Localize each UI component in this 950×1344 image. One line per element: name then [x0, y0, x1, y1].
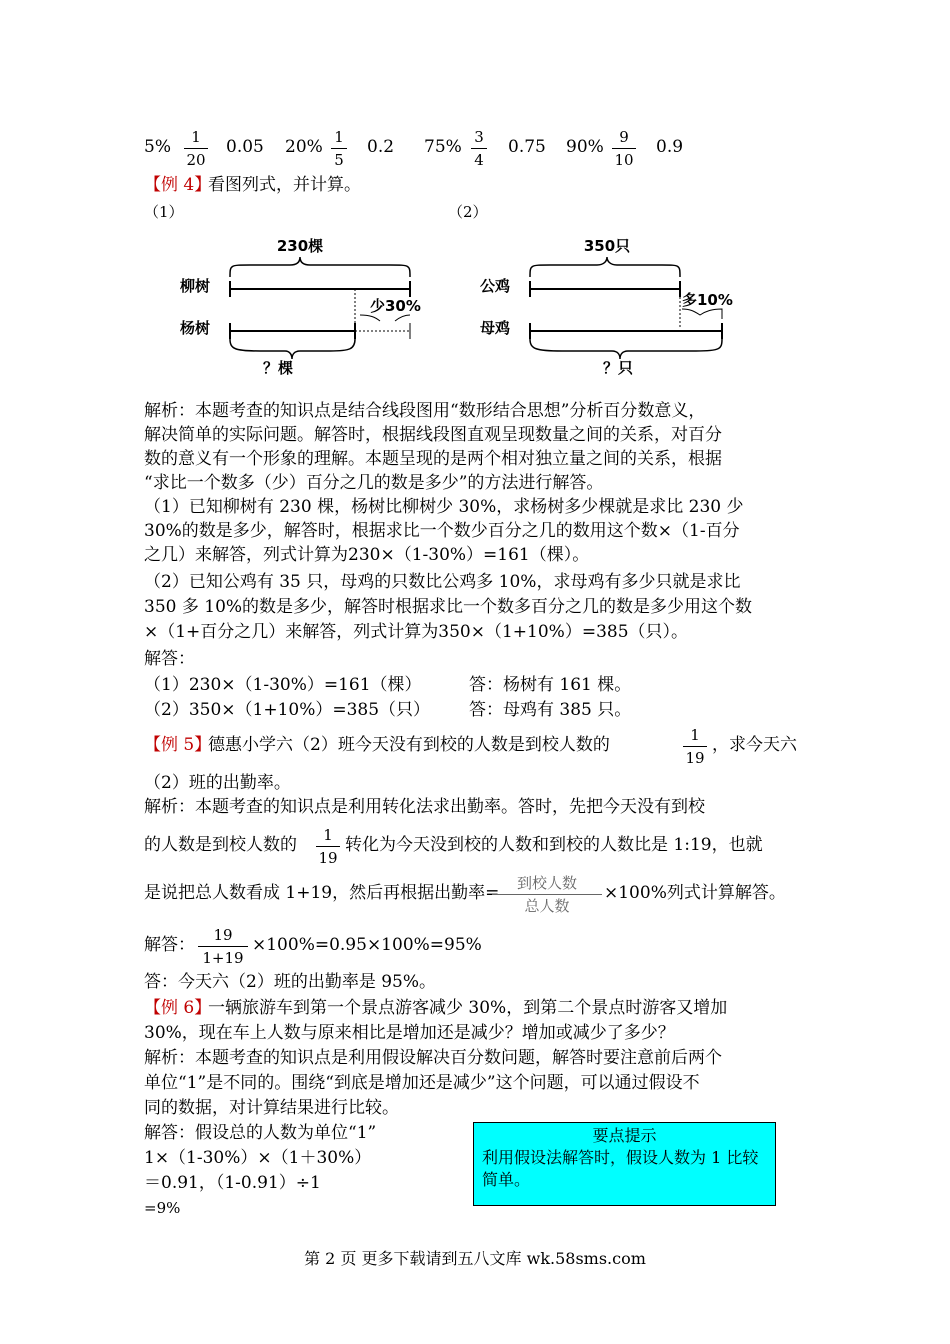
dec-075: 0.75: [508, 137, 546, 157]
ex4-line-10: 解答：: [144, 649, 195, 669]
pct-90: 90%: [566, 137, 604, 157]
ex6-line4: 单位“1”是不同的。围绕“到底是增加还是减少”这个问题，可以通过假设不: [144, 1073, 700, 1093]
d2-row2-label: 母鸡: [480, 319, 511, 337]
fraction-1-5: 1 5: [331, 128, 347, 169]
d2-row1-label: 公鸡: [480, 277, 511, 295]
dec-005: 0.05: [226, 137, 264, 157]
ex6-ans4: =9%: [144, 1199, 181, 1217]
ex4-line-1: 解决简单的实际问题。解答时，根据线段图直观呈现数量之间的关系，对百分: [144, 425, 722, 445]
fraction-3-4: 3 4: [471, 128, 487, 169]
d2-question-label: ？只: [602, 359, 634, 377]
ex5-fraction-attendance: 到校人数 总人数: [492, 874, 602, 915]
pct-20: 20%: [285, 137, 323, 157]
ex5-line4b: 转化为今天没到校的人数和到校的人数比是 1:19，也就: [345, 835, 763, 855]
d1-total-label: 230棵: [276, 237, 324, 255]
ex4-line-5: 30%的数是多少，解答时，根据求比一个数少百分之几的数用这个数×（1-百分: [144, 521, 740, 541]
d2-total-label: 350只: [583, 237, 631, 255]
ex6-ans3: ＝0.91，（1-0.91）÷1: [144, 1173, 321, 1193]
ex6-ans1: 解答：假设总的人数为单位“1”: [144, 1123, 377, 1143]
ex6-line1: 一辆旅游车到第一个景点游客减少 30%，到第二个景点时游客又增加: [208, 998, 728, 1018]
ex5-ans-label: 解答：: [144, 935, 195, 955]
dec-09: 0.9: [656, 137, 684, 157]
ex4-line-2: 数的意义有一个形象的理解。本题呈现的是两个相对独立量之间的关系，根据: [144, 449, 722, 469]
d2-bottom-brace: [530, 339, 722, 359]
d1-top-brace: [230, 257, 410, 277]
ex4-title: 看图列式，并计算。: [208, 175, 361, 195]
ex5-fraction-1-19-b: 1 19: [316, 826, 340, 867]
ex5-line5b: ×100%列式计算解答。: [604, 883, 786, 903]
ex4-tag: 【例 4】: [144, 175, 212, 195]
d1-bottom-brace: [230, 339, 355, 359]
ex5-line2: （2）班的出勤率。: [144, 773, 291, 793]
ex6-tag: 【例 6】: [144, 998, 212, 1018]
d2-top-brace: [530, 257, 680, 277]
diagram-willow-poplar: [170, 225, 430, 385]
ex5-ans-calc: ×100%=0.95×100%=95%: [252, 935, 482, 955]
ex6-line5: 同的数据，对计算结果进行比较。: [144, 1098, 399, 1118]
ex5-line5a: 是说把总人数看成 1+19，然后再根据出勤率=: [144, 883, 500, 903]
d1-row2-label: 杨树: [180, 319, 211, 337]
ex4-line-6: 之几）来解答，列式计算为230×（1-30%）=161（棵）。: [144, 545, 590, 565]
ex4-ans1-calc: （1）230×（1-30%）=161（棵）: [144, 675, 422, 695]
d1-less-label: 少30%: [370, 297, 421, 315]
ex5-line1b: ，求今天六: [712, 735, 797, 755]
fraction-9-10: 9 10: [612, 128, 636, 169]
ex4-sub1: （1）: [144, 203, 184, 221]
ex4-ans1-text: 答：杨树有 161 棵。: [469, 675, 632, 695]
ex5-tag: 【例 5】: [144, 735, 212, 755]
page-footer: 第 2 页 更多下载请到五八文库 wk.58sms.com: [304, 1249, 646, 1268]
fraction-1-20: 1 20: [184, 128, 208, 169]
tip-title: 要点提示: [592, 1126, 657, 1145]
d2-more-label: 多10%: [682, 291, 733, 309]
ex4-ans2-calc: （2）350×（1+10%）=385（只）: [144, 700, 431, 720]
ex4-line-0: 解析：本题考查的知识点是结合线段图用“数形结合思想”分析百分数意义，: [144, 401, 706, 421]
diagram-rooster-hen: [472, 225, 752, 385]
ex6-ans2: 1×（1-30%）×（1＋30%）: [144, 1148, 372, 1168]
ex4-line-3: “求比一个数多（少）百分之几的数是多少”的方法进行解答。: [144, 473, 604, 493]
pct-5: 5%: [144, 137, 171, 157]
ex4-line-9: ×（1+百分之几）来解答，列式计算为350×（1+10%）=385（只）。: [144, 622, 689, 642]
dec-02: 0.2: [367, 137, 395, 157]
pct-75: 75%: [424, 137, 462, 157]
ex4-sub2: （2）: [448, 203, 488, 221]
ex4-ans2-text: 答：母鸡有 385 只。: [469, 700, 632, 720]
ex6-line2: 30%，现在车上人数与原来相比是增加还是减少？增加或减少了多少？: [144, 1023, 675, 1043]
ex5-line1a: 德惠小学六（2）班今天没有到校的人数是到校人数的: [208, 735, 610, 755]
ex4-line-4: （1）已知柳树有 230 棵，杨树比柳树少 30%，求杨树多少棵就是求比 230 少: [144, 497, 744, 517]
tip-box: [473, 1122, 776, 1206]
ex4-line-8: 350 多 10%的数是多少，解答时根据求比一个数多百分之几的数是多少用这个数: [144, 597, 753, 617]
ex5-final: 答：今天六（2）班的出勤率是 95%。: [144, 972, 437, 992]
ex5-fraction-1-19: 1 19: [683, 726, 707, 767]
tip-body: 利用假设法解答时，假设人数为 1 比较简单。: [482, 1148, 759, 1189]
ex4-line-7: （2）已知公鸡有 35 只，母鸡的只数比公鸡多 10%，求母鸡有多少只就是求比: [144, 572, 741, 592]
d1-row1-label: 柳树: [180, 277, 211, 295]
d1-question-label: ？棵: [262, 359, 294, 377]
ex5-fraction-19-over-1plus19: 19 1+19: [198, 926, 248, 967]
ex6-line3: 解析：本题考查的知识点是利用假设解决百分数问题，解答时要注意前后两个: [144, 1048, 722, 1068]
ex5-line4a: 的人数是到校人数的: [144, 835, 297, 855]
ex5-line3: 解析：本题考查的知识点是利用转化法求出勤率。答时，先把今天没有到校: [144, 797, 705, 817]
